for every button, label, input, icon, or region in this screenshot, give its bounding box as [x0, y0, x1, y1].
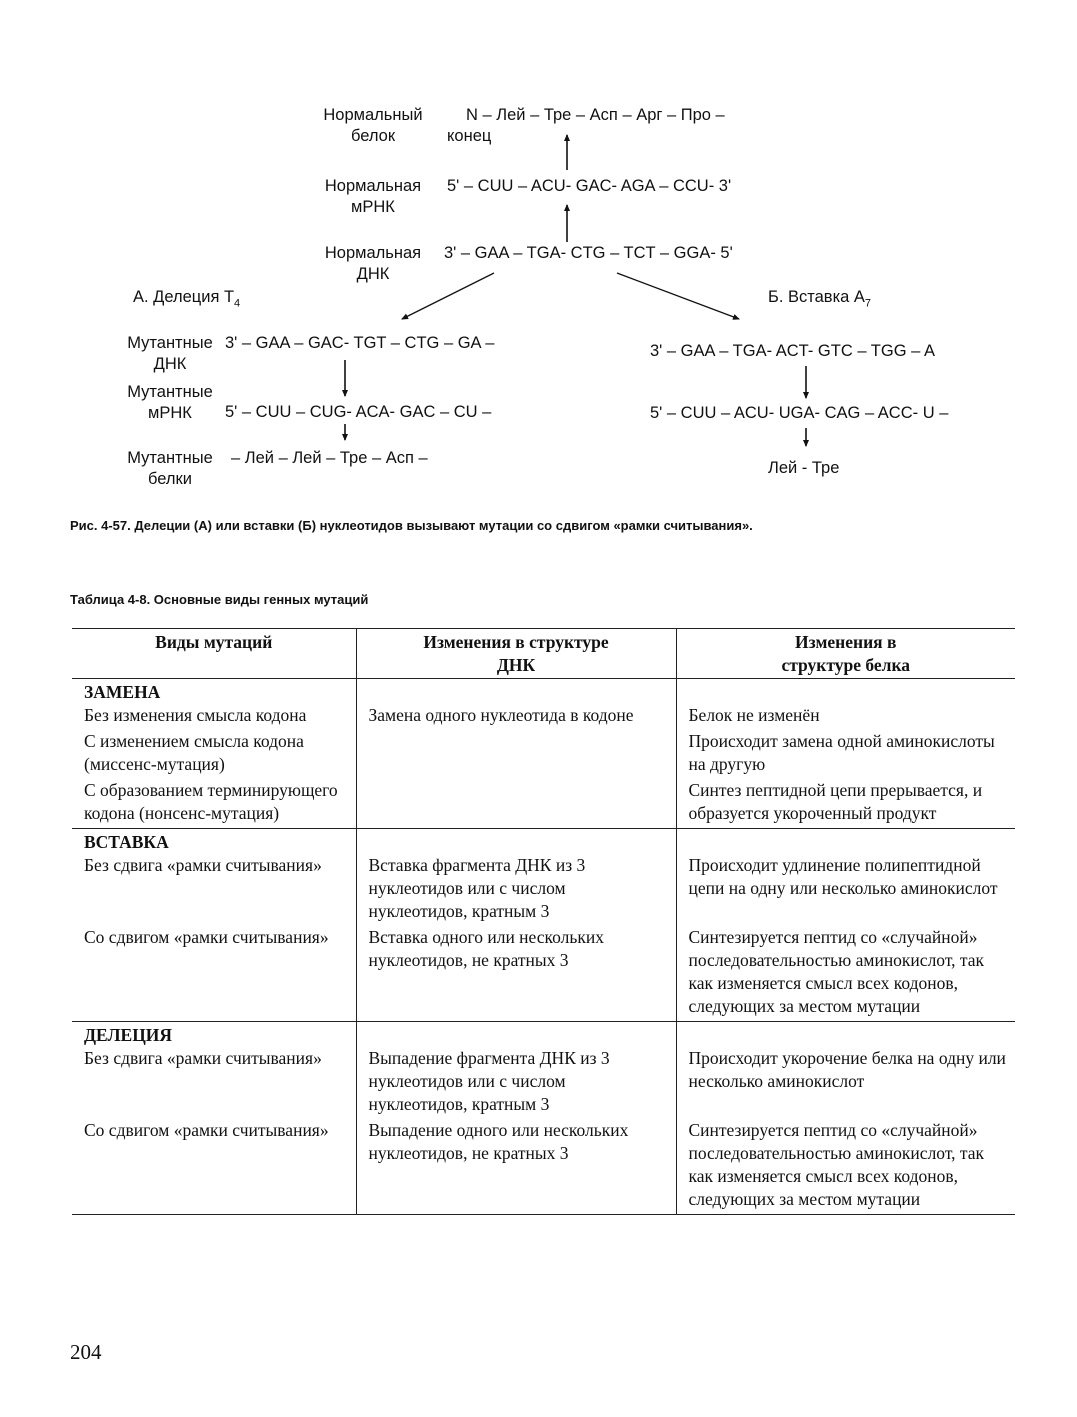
label-line: ДНК — [153, 355, 187, 373]
label-line: Мутантные — [127, 449, 213, 467]
header-dna-changes — [356, 629, 676, 679]
label-line: белки — [148, 470, 192, 488]
section-title: ВСТАВКА — [84, 832, 169, 852]
protein-change-cell: Синтезируется пептид со «случайной» последовательностью аминокислот, так как изменяется смысл всех кодонов, следующих за местом мутации — [676, 1119, 1015, 1215]
section-title: ДЕЛЕЦИЯ — [84, 1025, 173, 1045]
insertion-title-text: Б. Вставка A — [768, 288, 865, 306]
mutant-mrna-label — [120, 382, 220, 424]
mutant-protein-label — [120, 448, 220, 490]
mutation-type-cell: Со сдвигом «рамки считывания» — [72, 926, 356, 1022]
empty-cell — [676, 1022, 1015, 1048]
mutation-type-cell: Без изменения смысла кодона — [84, 705, 307, 725]
insertion-title — [768, 287, 871, 314]
table-row — [72, 926, 1015, 1022]
section-row-insertion — [72, 829, 1015, 855]
deletion-dna-seq: 3' – GAA – GAC- TGT – CTG – GA – — [225, 334, 495, 352]
dna-change-cell: Выпадение одного или нескольких нуклеотидов, не кратных 3 — [356, 1119, 676, 1215]
header-protein-text: Изменения в структуре белка — [781, 632, 911, 675]
empty-cell — [676, 679, 1015, 705]
dna-change-cell: Вставка одного или нескольких нуклеотидов, не кратных 3 — [356, 926, 676, 1022]
label-line: белок — [350, 127, 396, 145]
dna-change-cell: Выпадение фрагмента ДНК из 3 нуклеотидов или с числом нуклеотидов, кратным 3 — [356, 1047, 676, 1119]
page-number: 204 — [70, 1340, 102, 1364]
table-row — [72, 1119, 1015, 1215]
arrow-to-insertion — [617, 273, 739, 319]
deletion-mrna-seq: 5' – CUU – CUG- ACA- GAC – CU – — [225, 403, 492, 421]
deletion-title — [133, 287, 240, 314]
normal-mrna-seq: 5' – CUU – ACU- GAC- AGA – CCU- 3' — [447, 177, 732, 195]
deletion-subscript: 4 — [234, 297, 241, 310]
label-line: Нормальная — [324, 244, 422, 262]
protein-change-cell: Происходит укорочение белка на одну или несколько аминокислот — [676, 1047, 1015, 1119]
header-dna-text: Изменения в структуре ДНК — [423, 632, 609, 675]
normal-protein-label — [316, 105, 430, 147]
header-protein-changes — [676, 629, 1015, 679]
mutant-dna-label — [120, 333, 220, 375]
mutations-table — [72, 628, 1015, 1215]
protein-change-cell: Белок не изменён — [676, 704, 1015, 730]
empty-cell — [356, 829, 676, 855]
normal-dna-label — [316, 243, 430, 285]
protein-change-cell: Происходит удлинение полипептидной цепи на одну или несколько аминокислот — [676, 854, 1015, 926]
section-row-deletion — [72, 1022, 1015, 1048]
section-title: ЗАМЕНА — [84, 682, 161, 702]
insertion-dna-seq: 3' – GAA – TGA- ACT- GTC – TGG – A — [650, 342, 935, 360]
insertion-protein-seq: Лей - Тре — [768, 459, 840, 477]
empty-cell — [356, 679, 676, 705]
protein-change-cell: Происходит замена одной аминокислоты на другую — [676, 730, 1015, 779]
insertion-subscript: 7 — [864, 297, 872, 310]
label-line: мРНК — [351, 198, 395, 216]
empty-cell — [676, 829, 1015, 855]
table-row — [72, 854, 1015, 926]
protein-change-cell: Синтезируется пептид со «случайной» последовательностью аминокислот, так как изменяется смысл всех кодонов, следующих за местом мутации — [676, 926, 1015, 1022]
label-line: ДНК — [356, 265, 390, 283]
deletion-protein-seq: – Лей – Лей – Тре – Асп – — [231, 449, 428, 467]
table-row — [72, 730, 1015, 779]
table-header-row — [72, 629, 1015, 679]
mutation-type-cell: Без сдвига «рамки считывания» — [84, 855, 322, 875]
normal-mrna-label — [316, 176, 430, 218]
normal-protein-seq: N – Лей – Тре – Асп – Арг – Про – — [466, 106, 725, 124]
dna-change-cell: Замена одного нуклеотида в кодоне — [356, 704, 676, 730]
mutation-type-cell: Со сдвигом «рамки считывания» — [72, 1119, 356, 1215]
table-row — [72, 704, 1015, 730]
protein-change-cell: Синтез пептидной цепи прерывается, и образуется укороченный продукт — [676, 779, 1015, 829]
mutation-type-cell: С образованием терминирующего кодона (нонсенс-мутация) — [72, 779, 356, 829]
dna-change-cell — [356, 779, 676, 829]
mutation-type-cell: С изменением смысла кодона (миссенс-мутация) — [84, 731, 304, 774]
dna-change-cell — [356, 730, 676, 779]
mutation-type-cell: Без сдвига «рамки считывания» — [84, 1048, 322, 1068]
label-line: Мутантные — [127, 334, 213, 352]
normal-dna-seq: 3' – GAA – TGA- CTG – TCT – GGA- 5' — [444, 244, 733, 262]
label-line: Нормальный — [323, 106, 423, 124]
label-line: мРНК — [148, 404, 192, 422]
insertion-mrna-seq: 5' – CUU – ACU- UGA- CAG – ACC- U – — [650, 404, 949, 422]
table-row — [72, 779, 1015, 829]
label-line: Нормальная — [324, 177, 422, 195]
figure-caption: Рис. 4-57. Делеции (А) или вставки (Б) нуклеотидов вызывают мутации со сдвигом «рамки считывания». — [70, 518, 753, 533]
table-title: Таблица 4-8. Основные виды генных мутаций — [70, 592, 369, 607]
normal-protein-end: конец — [447, 127, 492, 145]
label-line: Мутантные — [127, 383, 213, 401]
header-mutation-type: Виды мутаций — [72, 629, 356, 679]
dna-change-cell: Вставка фрагмента ДНК из 3 нуклеотидов или с числом нуклеотидов, кратным 3 — [356, 854, 676, 926]
empty-cell — [356, 1022, 676, 1048]
section-row-substitution — [72, 679, 1015, 705]
deletion-title-text: А. Делеция T — [133, 288, 235, 306]
table-row — [72, 1047, 1015, 1119]
